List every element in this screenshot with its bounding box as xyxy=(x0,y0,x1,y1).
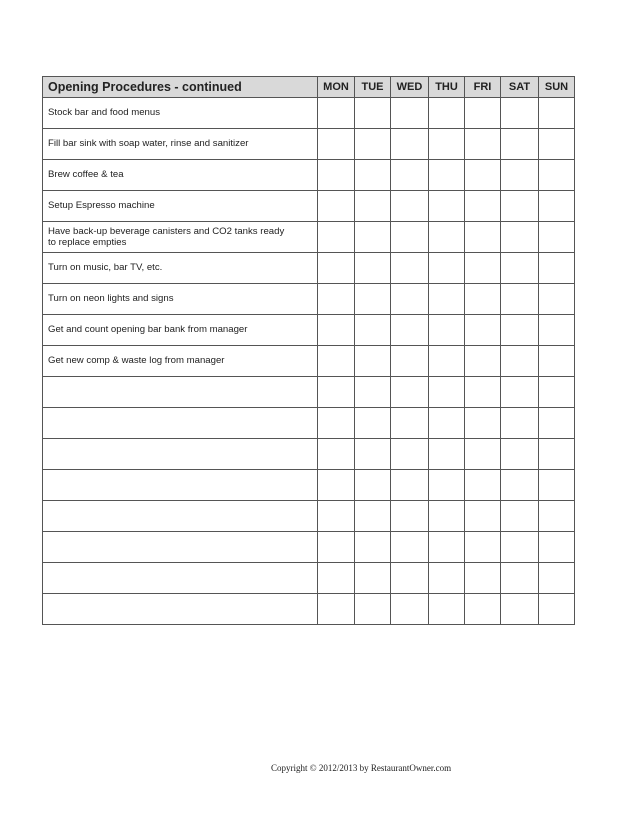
task-label: Turn on music, bar TV, etc. xyxy=(43,253,318,284)
checkbox-cell-mon[interactable] xyxy=(318,253,355,284)
table-row xyxy=(43,129,575,160)
checkbox-cell-fri[interactable] xyxy=(465,563,501,594)
checkbox-cell-fri[interactable] xyxy=(465,470,501,501)
checkbox-cell-tue[interactable] xyxy=(355,408,391,439)
checkbox-cell-fri[interactable] xyxy=(465,346,501,377)
table-row xyxy=(43,439,575,470)
task-label xyxy=(43,532,318,563)
task-label: Turn on neon lights and signs xyxy=(43,284,318,315)
checkbox-cell-sun[interactable] xyxy=(539,315,575,346)
checkbox-cell-fri[interactable] xyxy=(465,129,501,160)
checkbox-cell-fri[interactable] xyxy=(465,377,501,408)
checkbox-cell-thu[interactable] xyxy=(429,222,465,253)
checkbox-cell-fri[interactable] xyxy=(465,191,501,222)
checkbox-cell-sat[interactable] xyxy=(501,377,539,408)
task-label xyxy=(43,563,318,594)
checkbox-cell-fri[interactable] xyxy=(465,501,501,532)
checkbox-cell-sun[interactable] xyxy=(539,346,575,377)
checkbox-cell-tue[interactable] xyxy=(355,253,391,284)
checkbox-cell-wed[interactable] xyxy=(391,98,429,129)
checkbox-cell-mon[interactable] xyxy=(318,532,355,563)
table-row xyxy=(43,501,575,532)
checkbox-cell-sun[interactable] xyxy=(539,470,575,501)
checkbox-cell-sat[interactable] xyxy=(501,129,539,160)
checkbox-cell-sun[interactable] xyxy=(539,160,575,191)
checkbox-cell-thu[interactable] xyxy=(429,315,465,346)
checkbox-cell-tue[interactable] xyxy=(355,98,391,129)
checkbox-cell-fri[interactable] xyxy=(465,253,501,284)
checkbox-cell-mon[interactable] xyxy=(318,439,355,470)
checkbox-cell-tue[interactable] xyxy=(355,501,391,532)
checkbox-cell-sat[interactable] xyxy=(501,160,539,191)
checkbox-cell-sun[interactable] xyxy=(539,377,575,408)
checkbox-cell-sun[interactable] xyxy=(539,532,575,563)
day-header-mon: MON xyxy=(318,77,355,98)
checkbox-cell-tue[interactable] xyxy=(355,160,391,191)
checkbox-cell-wed[interactable] xyxy=(391,439,429,470)
table-row xyxy=(43,594,575,625)
checkbox-cell-mon[interactable] xyxy=(318,563,355,594)
table-row xyxy=(43,160,575,191)
checkbox-cell-thu[interactable] xyxy=(429,501,465,532)
checkbox-cell-mon[interactable] xyxy=(318,346,355,377)
task-label xyxy=(43,439,318,470)
checkbox-cell-mon[interactable] xyxy=(318,284,355,315)
table-row xyxy=(43,563,575,594)
checkbox-cell-thu[interactable] xyxy=(429,98,465,129)
checkbox-cell-wed[interactable] xyxy=(391,408,429,439)
checkbox-cell-tue[interactable] xyxy=(355,315,391,346)
day-header-wed: WED xyxy=(391,77,429,98)
task-label: Fill bar sink with soap water, rinse and sanitizer xyxy=(43,129,318,160)
checkbox-cell-sun[interactable] xyxy=(539,563,575,594)
checkbox-cell-sun[interactable] xyxy=(539,98,575,129)
table-row xyxy=(43,98,575,129)
task-label: Get and count opening bar bank from manager xyxy=(43,315,318,346)
table-title: Opening Procedures - continued xyxy=(43,77,318,98)
checkbox-cell-fri[interactable] xyxy=(465,315,501,346)
checkbox-cell-fri[interactable] xyxy=(465,160,501,191)
table-row xyxy=(43,253,575,284)
checkbox-cell-tue[interactable] xyxy=(355,377,391,408)
table-row xyxy=(43,470,575,501)
checkbox-cell-wed[interactable] xyxy=(391,284,429,315)
checkbox-cell-tue[interactable] xyxy=(355,563,391,594)
checkbox-cell-sun[interactable] xyxy=(539,284,575,315)
checkbox-cell-fri[interactable] xyxy=(465,284,501,315)
checkbox-cell-wed[interactable] xyxy=(391,222,429,253)
table-row xyxy=(43,532,575,563)
checkbox-cell-tue[interactable] xyxy=(355,439,391,470)
task-label: Get new comp & waste log from manager xyxy=(43,346,318,377)
checkbox-cell-tue[interactable] xyxy=(355,346,391,377)
day-header-sat: SAT xyxy=(501,77,539,98)
checkbox-cell-thu[interactable] xyxy=(429,408,465,439)
checkbox-cell-thu[interactable] xyxy=(429,191,465,222)
day-header-tue: TUE xyxy=(355,77,391,98)
checkbox-cell-sat[interactable] xyxy=(501,408,539,439)
checkbox-cell-thu[interactable] xyxy=(429,129,465,160)
checkbox-cell-sun[interactable] xyxy=(539,129,575,160)
checkbox-cell-tue[interactable] xyxy=(355,222,391,253)
checkbox-cell-thu[interactable] xyxy=(429,594,465,625)
checkbox-cell-wed[interactable] xyxy=(391,377,429,408)
task-label xyxy=(43,594,318,625)
checkbox-cell-sat[interactable] xyxy=(501,532,539,563)
checkbox-cell-thu[interactable] xyxy=(429,377,465,408)
checkbox-cell-sun[interactable] xyxy=(539,501,575,532)
checkbox-cell-sun[interactable] xyxy=(539,253,575,284)
table-row xyxy=(43,315,575,346)
checkbox-cell-mon[interactable] xyxy=(318,222,355,253)
checkbox-cell-wed[interactable] xyxy=(391,594,429,625)
checkbox-cell-tue[interactable] xyxy=(355,129,391,160)
table-row xyxy=(43,408,575,439)
checkbox-cell-thu[interactable] xyxy=(429,470,465,501)
header-row xyxy=(43,77,575,98)
task-list xyxy=(43,98,575,625)
task-label xyxy=(43,501,318,532)
checkbox-cell-thu[interactable] xyxy=(429,284,465,315)
checkbox-cell-wed[interactable] xyxy=(391,532,429,563)
checkbox-cell-mon[interactable] xyxy=(318,98,355,129)
checkbox-cell-wed[interactable] xyxy=(391,315,429,346)
checklist-table xyxy=(42,76,575,625)
checkbox-cell-thu[interactable] xyxy=(429,563,465,594)
checkbox-cell-wed[interactable] xyxy=(391,129,429,160)
checkbox-cell-sat[interactable] xyxy=(501,594,539,625)
checkbox-cell-tue[interactable] xyxy=(355,191,391,222)
task-label xyxy=(43,377,318,408)
task-label: Stock bar and food menus xyxy=(43,98,318,129)
checkbox-cell-sun[interactable] xyxy=(539,439,575,470)
checkbox-cell-sat[interactable] xyxy=(501,346,539,377)
checkbox-cell-tue[interactable] xyxy=(355,594,391,625)
checkbox-cell-mon[interactable] xyxy=(318,191,355,222)
checkbox-cell-thu[interactable] xyxy=(429,253,465,284)
checkbox-cell-sat[interactable] xyxy=(501,253,539,284)
checkbox-cell-wed[interactable] xyxy=(391,253,429,284)
checkbox-cell-sat[interactable] xyxy=(501,191,539,222)
checkbox-cell-sat[interactable] xyxy=(501,98,539,129)
checkbox-cell-sat[interactable] xyxy=(501,470,539,501)
task-label: Have back-up beverage canisters and CO2 tanks ready to replace empties xyxy=(43,222,318,253)
checkbox-cell-sun[interactable] xyxy=(539,408,575,439)
day-header-sun: SUN xyxy=(539,77,575,98)
table-row xyxy=(43,377,575,408)
checkbox-cell-fri[interactable] xyxy=(465,98,501,129)
checkbox-cell-fri[interactable] xyxy=(465,439,501,470)
task-label xyxy=(43,470,318,501)
task-label xyxy=(43,408,318,439)
checkbox-cell-mon[interactable] xyxy=(318,594,355,625)
table-row xyxy=(43,191,575,222)
table-row xyxy=(43,346,575,377)
checkbox-cell-mon[interactable] xyxy=(318,377,355,408)
checkbox-cell-fri[interactable] xyxy=(465,222,501,253)
checkbox-cell-thu[interactable] xyxy=(429,439,465,470)
checkbox-cell-mon[interactable] xyxy=(318,129,355,160)
checkbox-cell-wed[interactable] xyxy=(391,563,429,594)
checkbox-cell-wed[interactable] xyxy=(391,501,429,532)
checkbox-cell-sat[interactable] xyxy=(501,501,539,532)
checkbox-cell-sat[interactable] xyxy=(501,284,539,315)
checkbox-cell-fri[interactable] xyxy=(465,594,501,625)
copyright-notice: Copyright © 2012/2013 by RestaurantOwner.com xyxy=(271,763,452,773)
checkbox-cell-mon[interactable] xyxy=(318,501,355,532)
checkbox-cell-tue[interactable] xyxy=(355,284,391,315)
checkbox-cell-mon[interactable] xyxy=(318,160,355,191)
table-row xyxy=(43,222,575,253)
checkbox-cell-sat[interactable] xyxy=(501,222,539,253)
checkbox-cell-thu[interactable] xyxy=(429,532,465,563)
checkbox-cell-tue[interactable] xyxy=(355,470,391,501)
checkbox-cell-sat[interactable] xyxy=(501,563,539,594)
checkbox-cell-fri[interactable] xyxy=(465,408,501,439)
checkbox-cell-sun[interactable] xyxy=(539,191,575,222)
task-label: Brew coffee & tea xyxy=(43,160,318,191)
day-header-fri: FRI xyxy=(465,77,501,98)
checkbox-cell-sun[interactable] xyxy=(539,222,575,253)
table-row xyxy=(43,284,575,315)
checkbox-cell-wed[interactable] xyxy=(391,160,429,191)
checkbox-cell-wed[interactable] xyxy=(391,470,429,501)
day-header-thu: THU xyxy=(429,77,465,98)
checkbox-cell-sat[interactable] xyxy=(501,315,539,346)
checkbox-cell-sun[interactable] xyxy=(539,594,575,625)
task-label: Setup Espresso machine xyxy=(43,191,318,222)
checkbox-cell-tue[interactable] xyxy=(355,532,391,563)
checkbox-cell-wed[interactable] xyxy=(391,191,429,222)
checkbox-cell-mon[interactable] xyxy=(318,470,355,501)
checkbox-cell-mon[interactable] xyxy=(318,315,355,346)
checkbox-cell-fri[interactable] xyxy=(465,532,501,563)
checkbox-cell-thu[interactable] xyxy=(429,160,465,191)
checkbox-cell-sat[interactable] xyxy=(501,439,539,470)
checkbox-cell-thu[interactable] xyxy=(429,346,465,377)
checkbox-cell-wed[interactable] xyxy=(391,346,429,377)
checkbox-cell-mon[interactable] xyxy=(318,408,355,439)
